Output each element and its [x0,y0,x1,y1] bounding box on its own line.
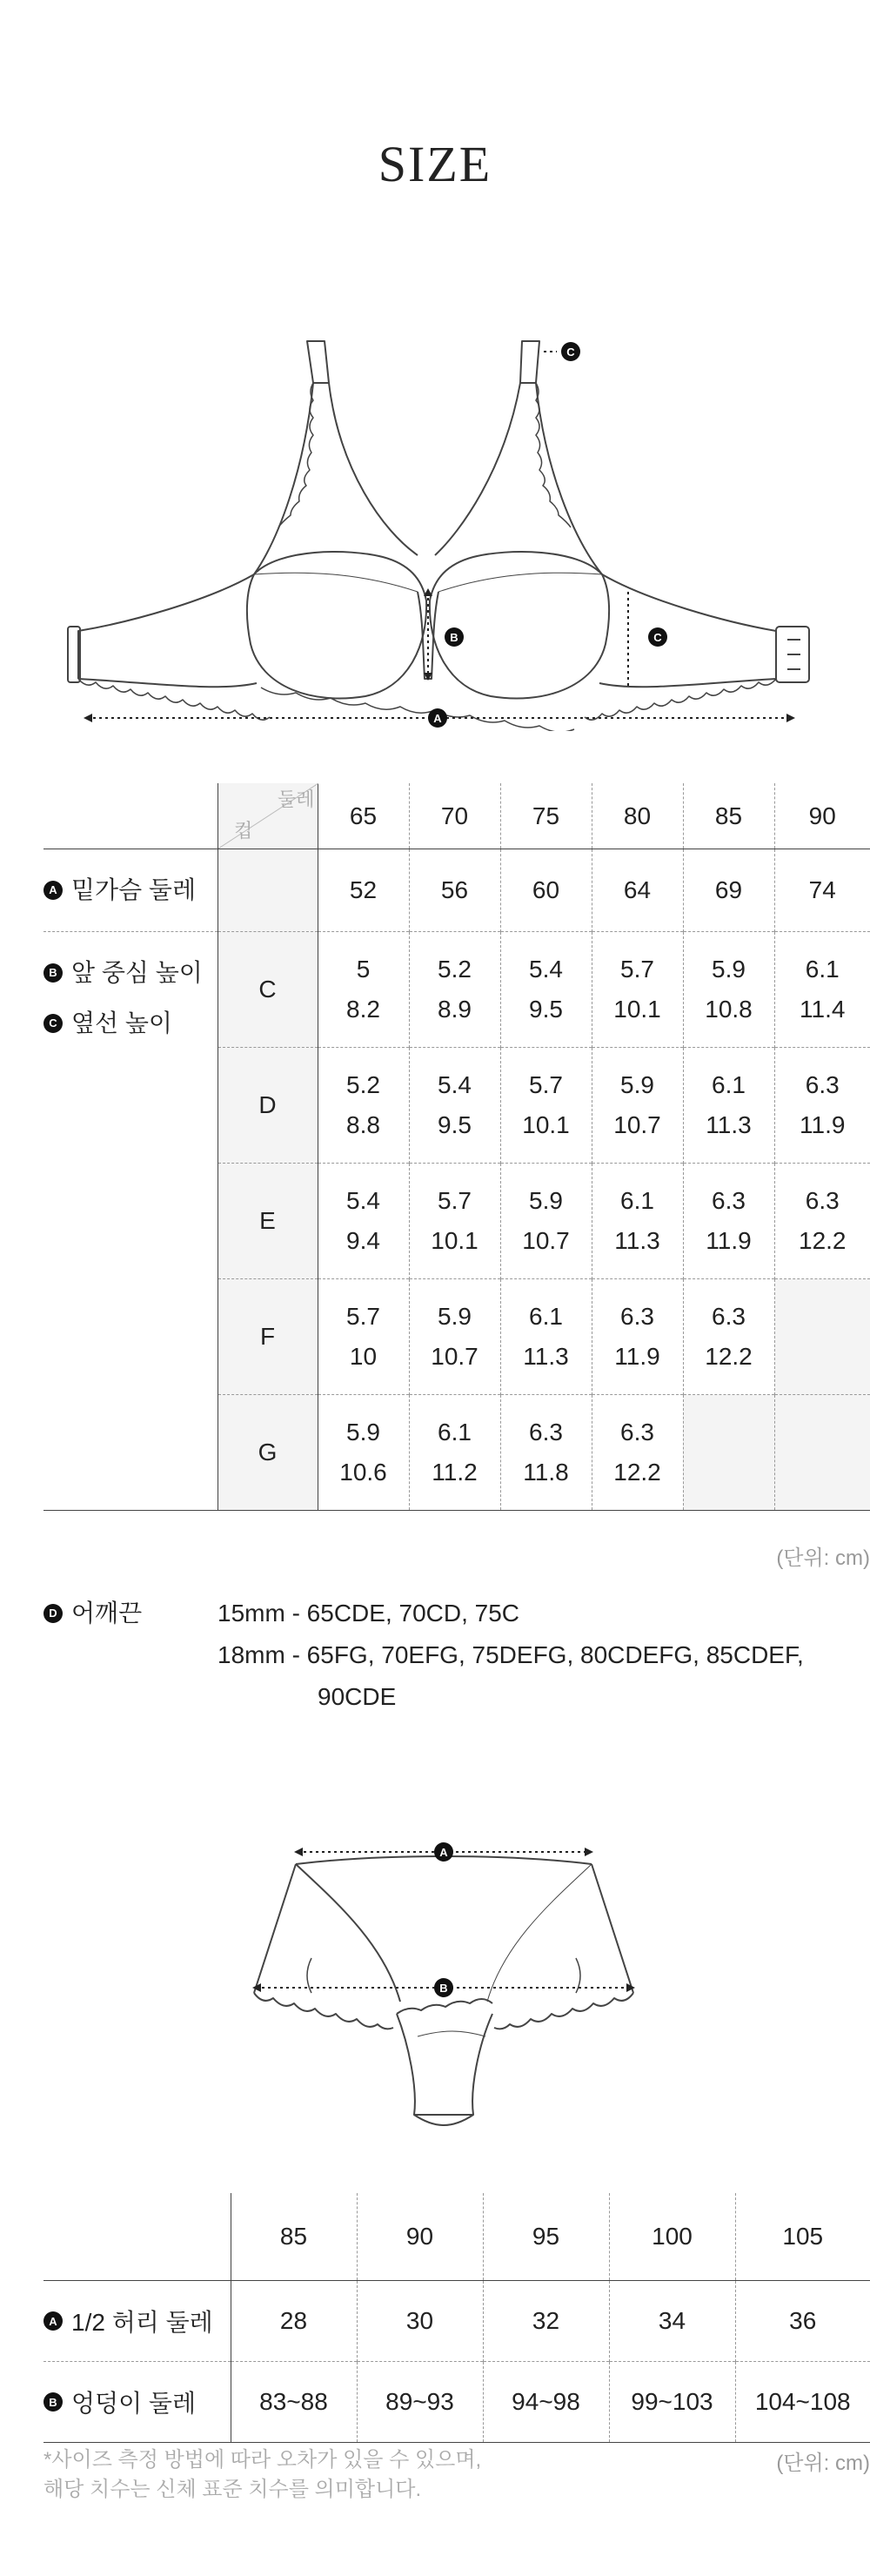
panty-size-header: 105 [735,2193,870,2281]
strap-line-1: 15mm - 65CDE, 70CD, 75C [218,1600,520,1627]
bra-table-header-row [44,783,870,849]
band-header: 90 [774,783,870,849]
underbust-row [44,849,870,932]
panty-marker-a [434,1842,453,1862]
size-cell: 5.7 10.1 [409,1164,500,1279]
panty-marker-b [434,1978,453,1997]
strap-line-3: 90CDE [318,1683,397,1710]
svg-text:컵: 컵 [233,820,252,842]
panty-unit-note: (단위: cm) [776,2452,870,2475]
bra-size-table [44,783,870,1511]
waist-row [44,2281,870,2362]
size-cell: 6.3 11.9 [774,1048,870,1164]
strap-label: 어깨끈 [71,1600,143,1627]
corner-diagonal [218,783,318,849]
size-cell: 6.1 11.3 [500,1279,592,1395]
svg-text:A: A [439,1846,448,1859]
hip-value: 104~108 [735,2362,870,2443]
bra-unit-note: (단위: cm) [776,1546,870,1570]
panty-size-header: 100 [609,2193,735,2281]
hip-label: B 엉덩이 둘레 [44,2362,231,2443]
size-cell: 6.3 12.2 [683,1279,774,1395]
size-cell: 6.3 11.9 [592,1279,683,1395]
marker-b-badge: B [44,2392,63,2412]
size-cell: 5.7 10.1 [592,932,683,1048]
measurement-note: *사이즈 측정 방법에 따라 오차가 있을 수 있으며, 해당 치수는 신체 표준 치수를 의미합니다. [44,2448,482,2501]
underbust-value: 74 [774,849,870,932]
marker-b-badge: B [44,963,63,983]
size-cell-empty [774,1279,870,1395]
svg-text:C: C [566,345,575,359]
hip-value: 89~93 [357,2362,483,2443]
bra-marker-c-strap [561,342,580,361]
band-header: 80 [592,783,683,849]
underbust-value: 69 [683,849,774,932]
svg-text:둘레: 둘레 [277,788,315,810]
size-cell: 6.3 11.8 [500,1395,592,1511]
cup-label: E [218,1164,318,1279]
size-cell: 6.3 11.9 [683,1164,774,1279]
svg-text:B: B [439,1982,448,1995]
bra-marker-b [445,627,464,647]
underbust-value: 52 [318,849,409,932]
bra-diagram [52,331,818,731]
underbust-label: A 밑가슴 둘레 [44,849,218,932]
bra-marker-c-side [648,627,667,647]
height-label-cell: B 앞 중심 높이 C 옆선 높이 [44,932,218,1511]
corner-cell [218,783,318,849]
cup-empty-cell [218,849,318,932]
band-header: 70 [409,783,500,849]
waist-value: 30 [357,2281,483,2362]
size-cell-empty [774,1395,870,1511]
strap-line-2: 18mm - 65FG, 70EFG, 75DEFG, 80CDEFG, 85CDEF, [218,1641,804,1668]
size-cell: 5 8.2 [318,932,409,1048]
cup-label: C [218,932,318,1048]
cup-label: G [218,1395,318,1511]
underbust-value: 60 [500,849,592,932]
size-cell: 5.9 10.7 [500,1164,592,1279]
marker-a-badge: A [44,2311,63,2331]
size-cell: 5.4 9.5 [409,1048,500,1164]
cup-row-c [44,932,870,1048]
size-cell: 5.9 10.7 [409,1279,500,1395]
page-title: SIZE [378,136,492,192]
size-cell: 6.1 11.3 [683,1048,774,1164]
strap-info [44,1593,804,1718]
underbust-value: 64 [592,849,683,932]
waist-value: 32 [483,2281,609,2362]
svg-text:A: A [433,712,442,725]
size-cell: 5.9 10.8 [683,932,774,1048]
panty-diagram [244,1828,644,2141]
hip-value: 83~88 [231,2362,357,2443]
size-cell: 6.1 11.2 [409,1395,500,1511]
band-header: 75 [500,783,592,849]
size-cell: 5.4 9.4 [318,1164,409,1279]
size-cell: 5.4 9.5 [500,932,592,1048]
bra-marker-a [428,708,447,728]
size-cell-empty [683,1395,774,1511]
svg-text:B: B [450,631,458,644]
size-cell: 5.7 10 [318,1279,409,1395]
cup-label: F [218,1279,318,1395]
waist-value: 34 [609,2281,735,2362]
panty-header-row [44,2193,870,2281]
panty-size-header: 85 [231,2193,357,2281]
band-header: 85 [683,783,774,849]
panty-size-header: 95 [483,2193,609,2281]
size-cell: 5.9 10.7 [592,1048,683,1164]
size-cell: 6.1 11.3 [592,1164,683,1279]
panty-size-header: 90 [357,2193,483,2281]
marker-a-badge: A [44,881,63,900]
size-cell: 5.9 10.6 [318,1395,409,1511]
hip-value: 94~98 [483,2362,609,2443]
cup-label: D [218,1048,318,1164]
panty-size-table [44,2193,870,2443]
marker-d-badge: D [44,1604,63,1623]
band-header: 65 [318,783,409,849]
size-cell: 6.3 12.2 [592,1395,683,1511]
waist-value: 28 [231,2281,357,2362]
size-cell: 6.1 11.4 [774,932,870,1048]
size-cell: 5.2 8.8 [318,1048,409,1164]
size-cell: 5.2 8.9 [409,932,500,1048]
svg-text:C: C [653,631,662,644]
hip-row [44,2362,870,2443]
waist-label: A 1/2 허리 둘레 [44,2281,231,2362]
underbust-value: 56 [409,849,500,932]
size-cell: 5.7 10.1 [500,1048,592,1164]
size-cell: 6.3 12.2 [774,1164,870,1279]
hip-value: 99~103 [609,2362,735,2443]
waist-value: 36 [735,2281,870,2362]
marker-c-badge: C [44,1014,63,1033]
